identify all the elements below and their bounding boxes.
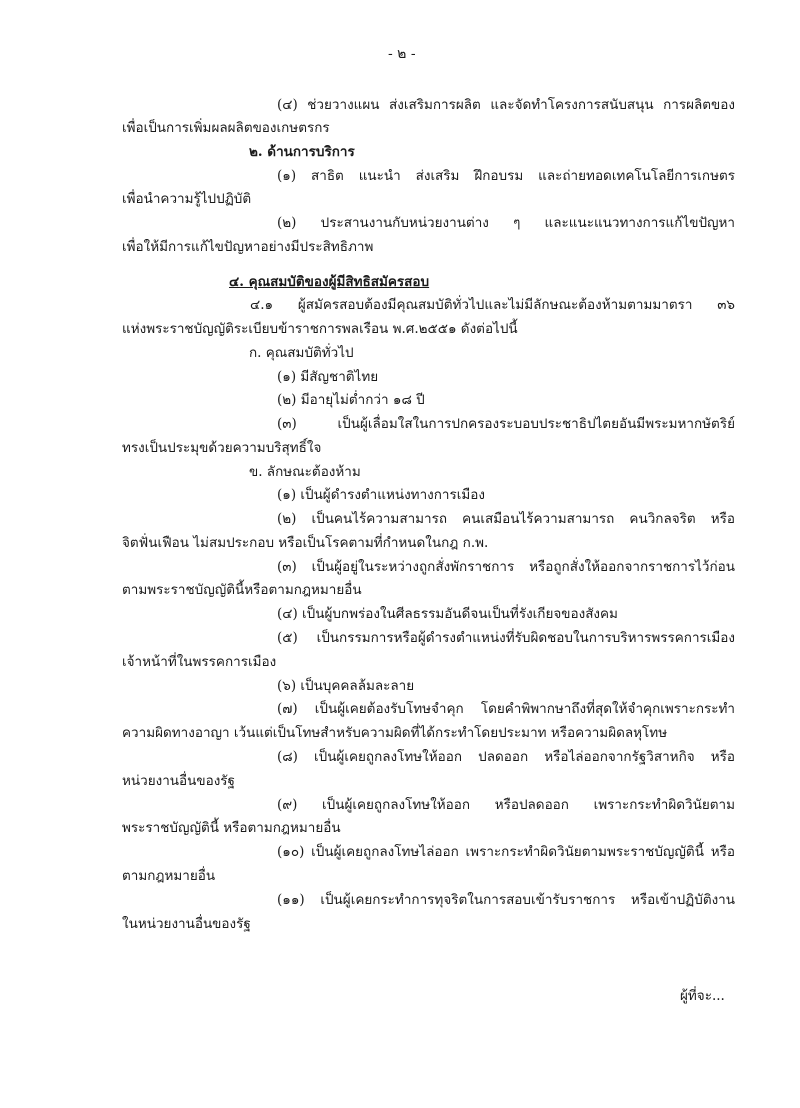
text-line: เพื่อนำความรู้ไปปฏิบัติ [122,191,252,207]
text-line: ข. ลักษณะต้องห้าม [249,464,361,480]
text-line: (๓) เป็นผู้อยู่ในระหว่างถูกสั่งพักราชการ หรือถูกสั่งให้ออกจากราชการไว้ก่อน [277,559,735,575]
text-line: (๑) มีสัญชาติไทย [277,369,379,385]
text-line: (๗) เป็นผู้เคยต้องรับโทษจำคุก โดยคำพิพากษาถึงที่สุดให้จำคุกเพราะกระทำ [277,701,735,717]
text-line: (๖) เป็นบุคคลล้มละลาย [277,678,415,694]
text-line: จิตฟั่นเฟือน ไม่สมประกอบ หรือเป็นโรคตามที่กำหนดในกฎ ก.พ. [122,535,489,551]
text-line: (๑๑) เป็นผู้เคยกระทำการทุจริตในการสอบเข้ารับราชการ หรือเข้าปฏิบัติงาน [277,892,735,908]
text-line: เจ้าหน้าที่ในพรรคการเมือง [122,654,277,670]
text-line: ทรงเป็นประมุขด้วยความบริสุทธิ์ใจ [122,440,322,456]
text-line: หน่วยงานอื่นของรัฐ [122,773,235,789]
text-line: (๘) เป็นผู้เคยถูกลงโทษให้ออก ปลดออก หรือไล่ออกจากรัฐวิสาหกิจ หรือ [277,749,735,765]
text-line: (๙) เป็นผู้เคยถูกลงโทษให้ออก หรือปลดออก เพราะกระทำผิดวินัยตาม [277,797,735,813]
text-line: ในหน่วยงานอื่นของรัฐ [122,916,251,932]
text-line: แห่งพระราชบัญญัติระเบียบข้าราชการพลเรือน พ.ศ.๒๕๕๑ ดังต่อไปนี้ [122,321,518,337]
section-heading: ๒. ด้านการบริการ [249,144,355,160]
text-line: ก. คุณสมบัติทั่วไป [249,345,354,361]
text-line: (๓) เป็นผู้เลื่อมใสในการปกครองระบอบประชาธิปไตยอันมีพระมหากษัตริย์ [277,416,735,432]
text-line: (๔) ช่วยวางแผน ส่งเสริมการผลิต และจัดทำโครงการสนับสนุน การผลิตของ [277,97,735,113]
text-line: (๒) มีอายุไม่ต่ำกว่า ๑๘ ปี [277,392,425,408]
text-line: (๑) เป็นผู้ดำรงตำแหน่งทางการเมือง [277,487,485,503]
continuation-text: ผู้ที่จะ... [680,988,725,1004]
text-line: (๒) ประสานงานกับหน่วยงานต่าง ๆ และแนะแนวทางการแก้ไขปัญหา [277,215,735,231]
section-heading: ๔. คุณสมบัติของผู้มีสิทธิสมัครสอบ [229,274,430,290]
text-line: เพื่อให้มีการแก้ไขปัญหาอย่างมีประสิทธิภาพ [122,239,374,255]
text-line: (๔) เป็นผู้บกพร่องในศีลธรรมอันดีจนเป็นที่รังเกียจของสังคม [277,606,618,622]
text-line: พระราชบัญญัตินี้ หรือตามกฎหมายอื่น [122,820,341,836]
text-line: (๑) สาธิต แนะนำ ส่งเสริม ฝึกอบรม และถ่ายทอดเทคโนโลยีการเกษตร [277,168,735,184]
text-line: ๔.๑ ผู้สมัครสอบต้องมีคุณสมบัติทั่วไปและไม่มีลักษณะต้องห้ามตามมาตรา ๓๖ [250,297,735,313]
text-line: (๒) เป็นคนไร้ความสามารถ คนเสมือนไร้ความสามารถ คนวิกลจริต หรือ [277,511,735,527]
text-line: ความผิดทางอาญา เว้นแต่เป็นโทษสำหรับความผิดที่ได้กระทำโดยประมาท หรือความผิดลหุโทษ [122,725,668,741]
text-line: (๕) เป็นกรรมการหรือผู้ดำรงตำแหน่งที่รับผิดชอบในการบริหารพรรคการเมือง [277,630,735,646]
text-line: ตามพระราชบัญญัตินี้หรือตามกฎหมายอื่น [122,582,362,598]
text-line: ตามกฎหมายอื่น [122,868,216,884]
text-line: เพื่อเป็นการเพิ่มผลผลิตของเกษตรกร [122,120,330,136]
page-number: - ๒ - [388,46,416,62]
text-line: (๑๐) เป็นผู้เคยถูกลงโทษไล่ออก เพราะกระทำผิดวินัยตามพระราชบัญญัตินี้ หรือ [277,844,735,860]
